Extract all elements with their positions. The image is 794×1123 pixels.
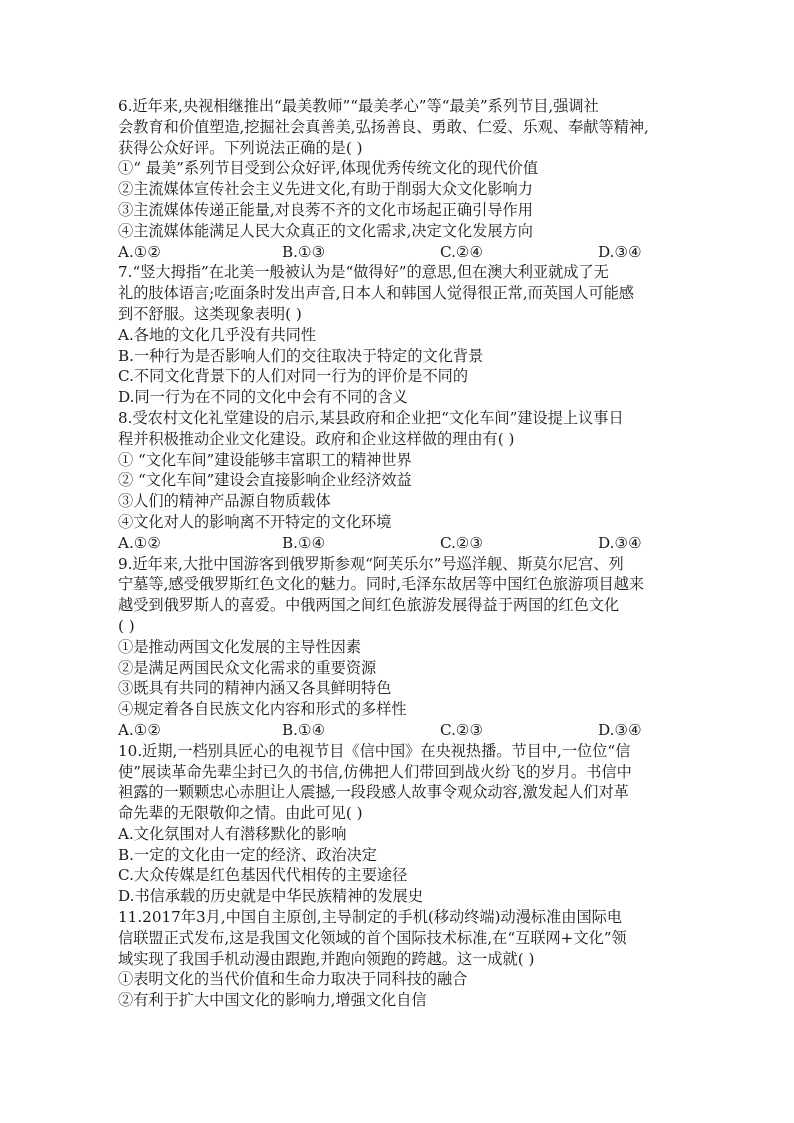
statement-4: ④文化对人的影响离不开特定的文化环境 xyxy=(118,512,392,531)
question-stem-line: 信联盟正式发布,这是我国文化领域的首个国际技术标准,在“互联网+文化”领 xyxy=(118,928,627,947)
question-stem-line: 礼的肢体语言;吃面条时发出声音,日本人和韩国人觉得很正常,而英国人可能感 xyxy=(118,284,634,303)
statement-4: ④主流媒体能满足人民大众真正的文化需求,决定文化发展方向 xyxy=(118,221,533,240)
question-stem-line: 到不舒服。这类现象表明( ) xyxy=(118,304,302,323)
statement-2: ② “文化车间”建设会直接影响企业经济效益 xyxy=(118,471,412,490)
question-stem-line: ( ) xyxy=(118,616,135,635)
choice-c: C.②③ xyxy=(440,533,484,552)
choice-b: B.①④ xyxy=(282,720,326,739)
option-a: A.文化氛围对人有潜移默化的影响 xyxy=(118,824,347,843)
answer-choices xyxy=(118,533,660,554)
option-d: D.书信承载的历史就是中华民族精神的发展史 xyxy=(118,887,424,906)
question-stem-line: 6.近年来,央视相继推出“最美教师”“最美孝心”等“最美”系列节目,强调社 xyxy=(118,97,599,115)
choice-d: D.③④ xyxy=(598,720,642,739)
choice-c: C.②③ xyxy=(440,720,484,739)
question-stem-line: 域实现了我国手机动漫由跟跑,并跑向领跑的跨越。这一成就( ) xyxy=(118,949,535,968)
question-stem-line: 会教育和价值塑造,挖掘社会真善美,弘扬善良、勇敢、仁爱、乐观、奉献等精神, xyxy=(118,117,649,136)
question-stem-line: 命先辈的无限敬仰之情。由此可见( ) xyxy=(118,804,363,823)
choice-d: D.③④ xyxy=(598,533,642,552)
question-10 xyxy=(118,741,660,907)
statement-1: ①是推动两国文化发展的主导性因素 xyxy=(118,637,361,656)
question-11 xyxy=(118,907,660,1011)
statement-3: ③既具有共同的精神内涵又各具鲜明特色 xyxy=(118,679,392,698)
statement-1: ①“ 最美”系列节目受到公众好评,体现优秀传统文化的现代价值 xyxy=(118,159,539,178)
question-stem-line: 使”展读革命先辈尘封已久的书信,仿佛把人们带回到战火纷飞的岁月。书信中 xyxy=(118,762,632,781)
choice-c: C.②④ xyxy=(440,242,484,261)
question-stem-line: 9.近年来,大批中国游客到俄罗斯参观“阿芙乐尔”号巡洋舰、斯莫尔尼宫、列 xyxy=(118,554,624,573)
question-8 xyxy=(118,408,660,554)
question-stem-line: 程并积极推动企业文化建设。政府和企业这样做的理由有( ) xyxy=(118,429,515,448)
option-d: D.同一行为在不同的文化中会有不同的含义 xyxy=(118,388,408,407)
question-stem-line: 获得公众好评。下列说法正确的是( ) xyxy=(118,138,363,157)
option-a: A.各地的文化几乎没有共同性 xyxy=(118,325,317,344)
statement-3: ③主流媒体传递正能量,对良莠不齐的文化市场起正确引导作用 xyxy=(118,200,533,219)
choice-a: A.①② xyxy=(118,533,162,552)
statement-2: ②主流媒体宣传社会主义先进文化,有助于削弱大众文化影响力 xyxy=(118,180,533,199)
question-7 xyxy=(118,262,660,408)
choice-b: B.①④ xyxy=(282,533,326,552)
answer-choices xyxy=(118,242,660,263)
statement-2: ②有利于扩大中国文化的影响力,增强文化自信 xyxy=(118,991,427,1010)
choice-b: B.①③ xyxy=(282,242,326,261)
option-b: B.一种行为是否影响人们的交往取决于特定的文化背景 xyxy=(118,346,484,365)
question-stem-line: 7.“竖大拇指”在北美一般被认为是“做得好”的意思,但在澳大利亚就成了无 xyxy=(118,263,609,282)
choice-a: A.①② xyxy=(118,720,162,739)
question-stem-line: 10.近期,一档别具匠心的电视节目《信中国》在央视热播。节目中,一位位“信 xyxy=(118,741,631,760)
question-stem-line: 越受到俄罗斯人的喜爱。中俄两国之间红色旅游发展得益于两国的红色文化 xyxy=(118,596,620,615)
choice-a: A.①② xyxy=(118,242,162,261)
statement-2: ②是满足两国民众文化需求的重要资源 xyxy=(118,658,377,677)
question-stem-line: 宁墓等,感受俄罗斯红色文化的魅力。同时,毛泽东故居等中国红色旅游项目越来 xyxy=(118,575,645,594)
statement-4: ④规定着各自民族文化内容和形式的多样性 xyxy=(118,700,407,719)
answer-choices xyxy=(118,720,660,741)
question-page xyxy=(118,96,660,1011)
option-b: B.一定的文化由一定的经济、政治决定 xyxy=(118,845,377,864)
statement-1: ① “文化车间”建设能够丰富职工的精神世界 xyxy=(118,450,412,469)
statement-1: ①表明文化的当代价值和生命力取决于同科技的融合 xyxy=(118,970,468,989)
question-stem-line: 8.受农村文化礼堂建设的启示,某县政府和企业把“文化车间”建设提上议事日 xyxy=(118,408,624,427)
option-c: C.不同文化背景下的人们对同一行为的评价是不同的 xyxy=(118,367,469,386)
question-9 xyxy=(118,554,660,741)
question-stem-line: 袒露的一颗颗忠心赤胆让人震撼,一段段感人故事令观众动容,激发起人们对革 xyxy=(118,783,629,802)
question-stem-line: 11.2017年3月,中国自主原创,主导制定的手机(移动终端)动漫标准由国际电 xyxy=(118,908,623,927)
choice-d: D.③④ xyxy=(598,242,642,261)
statement-3: ③人们的精神产品源自物质载体 xyxy=(118,492,331,511)
question-6 xyxy=(118,96,660,262)
option-c: C.大众传媒是红色基因代代相传的主要途径 xyxy=(118,866,408,885)
